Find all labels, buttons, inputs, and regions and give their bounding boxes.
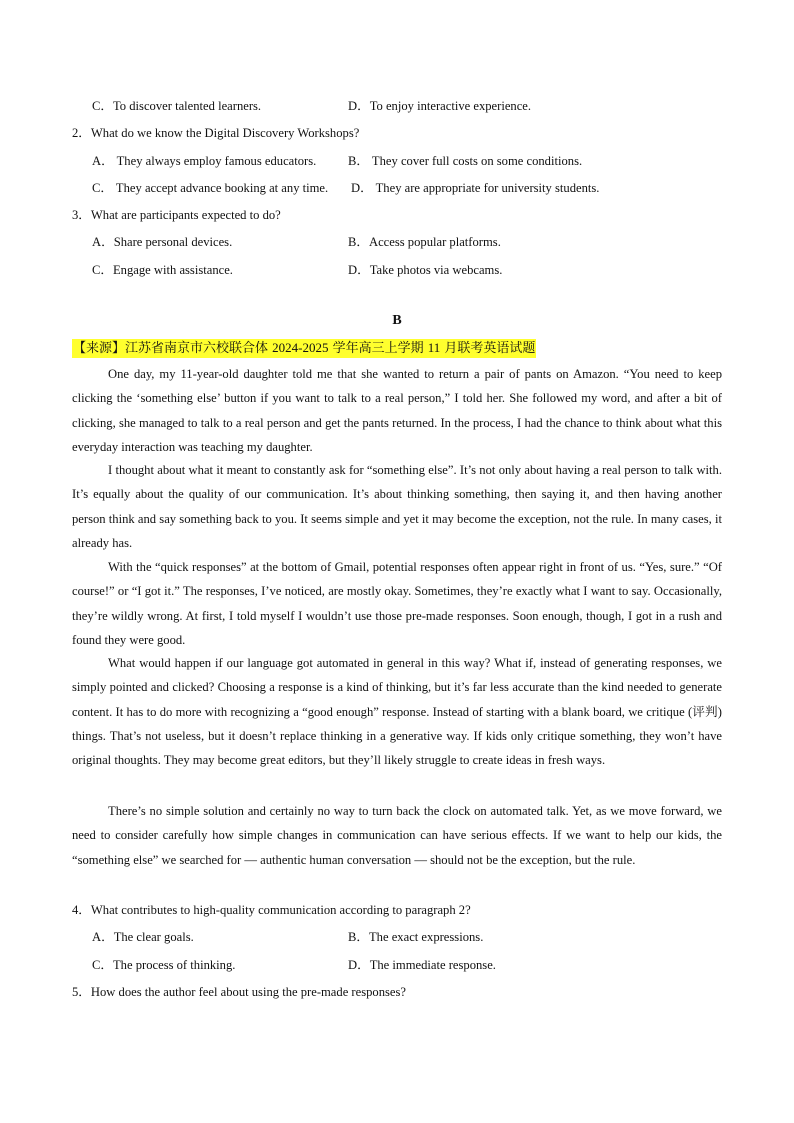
passage-paragraph-5: There’s no simple solution and certainly no way to turn back the clock on automated talk. Yet, as we move forward, we need to consider carefully how simple changes in communication can have serious effects. If we want to help our kids, the “something else” we searched for — authentic human conversation — should not be the exception, but the rule. <box>72 804 722 867</box>
source-month: 11 <box>427 340 441 355</box>
passage-paragraph-1: One day, my 11-year-old daughter told me that she wanted to return a pair of pants on Amazon. “You need to keep clicking the ‘something else’ button if you want to talk to a real person,” I told her. She followed my word, and after a bit of clicking, she managed to talk to a real person and get the pants returned. In the process, I had the chance to think about what this everyday interaction was teaching my daughter. <box>72 367 722 454</box>
passage-paragraph-4: What would happen if our language got automated in general in this way? What if, instead of generating responses, we simply pointed and clicked? Choosing a response is a kind of thinking, but it’s far less accurate than the kind needed to generate content. It has to do more with recognizing a “good enough” response. Instead of starting with a blank board, we critique (评判) things. That’s not useless, but it doesn’t replace thinking in a generative way. If kids only critique something, they won’t have original thoughts. They may become great editors, but they’ll likely struggle to create ideas in fresh ways. <box>72 656 722 768</box>
source-suffix: 月联考英语试题 <box>440 341 536 356</box>
q3-option-c: C．Engage with assistance. <box>92 263 233 277</box>
question-5: 5．How does the author feel about using the pre-made responses? <box>72 985 406 999</box>
q2-option-d: D． They are appropriate for university students. <box>351 181 600 195</box>
question-3: 3．What are participants expected to do? <box>72 208 281 222</box>
q3-option-b: B．Access popular platforms. <box>348 235 501 249</box>
source-years: 2024-2025 <box>272 340 329 355</box>
q2-option-b: B． They cover full costs on some conditions. <box>348 154 583 168</box>
q4-option-a: A．The clear goals. <box>92 930 194 944</box>
q3-option-d: D．Take photos via webcams. <box>348 263 503 277</box>
source-mid: 学年高三上学期 <box>328 341 428 356</box>
question-4: 4．What contributes to high-quality communication according to paragraph 2? <box>72 903 471 917</box>
q4-option-c: C．The process of thinking. <box>92 958 236 972</box>
q4-option-b: B．The exact expressions. <box>348 930 484 944</box>
q1-option-d: D．To enjoy interactive experience. <box>348 99 532 113</box>
q4-option-d: D．The immediate response. <box>348 958 496 972</box>
q2-option-a: A． They always employ famous educators. <box>92 154 317 168</box>
q2-option-c: C． They accept advance booking at any time. <box>92 181 329 195</box>
q3-option-a: A．Share personal devices. <box>92 235 233 249</box>
q1-option-c: C．To discover talented learners. <box>92 99 262 113</box>
passage-paragraph-3: With the “quick responses” at the bottom of Gmail, potential responses often appear right in front of us. “Yes, sure.” “Of course!” or “I got it.” The responses, I’ve noticed, are mostly okay. Sometimes, they’re exactly what I want to say. Occasionally, they’re wildly wrong. At first, I told myself I wouldn’t use those pre-made responses. Soon enough, though, I got in a rush and found they were good. <box>72 560 722 647</box>
passage-paragraph-2: I thought about what it meant to constantly ask for “something else”. It’s not only about having a real person to talk with. It’s equally about the quality of our communication. It’s about thinking something, then saying it, and then having another person think and say something back to you. It seems simple and yet it may become the exception, not the rule. In many cases, it already has. <box>72 463 722 550</box>
source-line <box>72 339 536 358</box>
section-heading: B <box>392 313 402 328</box>
source-prefix: 【来源】江苏省南京市六校联合体 <box>73 341 273 356</box>
question-2: 2．What do we know the Digital Discovery Workshops? <box>72 126 360 140</box>
